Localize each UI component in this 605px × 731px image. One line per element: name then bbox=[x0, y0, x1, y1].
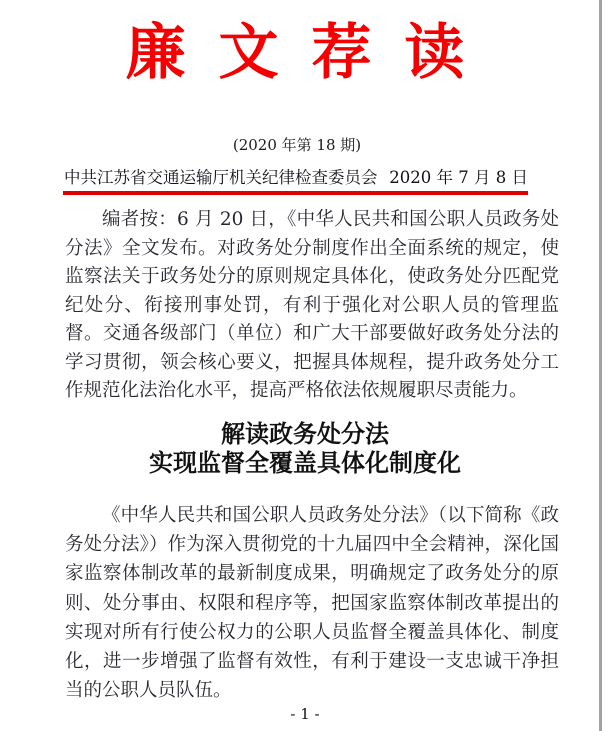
publisher-name: 中共江苏省交通运输厅机关纪律检查委员会 bbox=[64, 168, 378, 187]
page-edge-line bbox=[599, 0, 602, 731]
editor-note-paragraph: 编者按：6 月 20 日，《中华人民共和国公职人员政务处分法》全文发布。对政务处分制度作出全面系统的规定，使监察法关于政务处分的原则规定具体化，使政务处分匹配党纪处分、衔接刑事处罚，有利于强化对公职人员的管理监督。交通各级部门（单位）和广大干部要做好政务处分法的学习贯彻，领会核心要义，把握具体规程，提升政务处分工作规范化法治化水平，提高严格依法依规履职尽责能力。 bbox=[65, 209, 559, 401]
publisher-date-row bbox=[64, 166, 528, 190]
page-number: - 1 - bbox=[290, 705, 320, 723]
red-divider-rule bbox=[63, 191, 528, 195]
issue-number: (2020 年第 18 期) bbox=[232, 136, 362, 154]
issue-date: 2020 年 7 月 8 日 bbox=[389, 168, 528, 187]
newsletter-title: 廉 文 荐 读 bbox=[125, 18, 471, 88]
article-title-line1: 解读政务处分法 bbox=[221, 420, 389, 448]
article-body-paragraph: 《中华人民共和国公职人员政务处分法》（以下简称《政务处分法》）作为深入贯彻党的十九届四中全会精神，深化国家监察体制改革的最新制度成果，明确规定了政务处分的原则、处分事由、权限和程序等，把国家监察体制改革提出的实现对所有行使公权力的公职人员监督全覆盖具体化、制度化，进一步增强了监督有效性，有利于建设一支忠诚干净担当的公职人员队伍。 bbox=[65, 505, 559, 702]
article-title bbox=[52, 420, 558, 478]
article-title-line2: 实现监督全覆盖具体化制度化 bbox=[149, 449, 461, 477]
